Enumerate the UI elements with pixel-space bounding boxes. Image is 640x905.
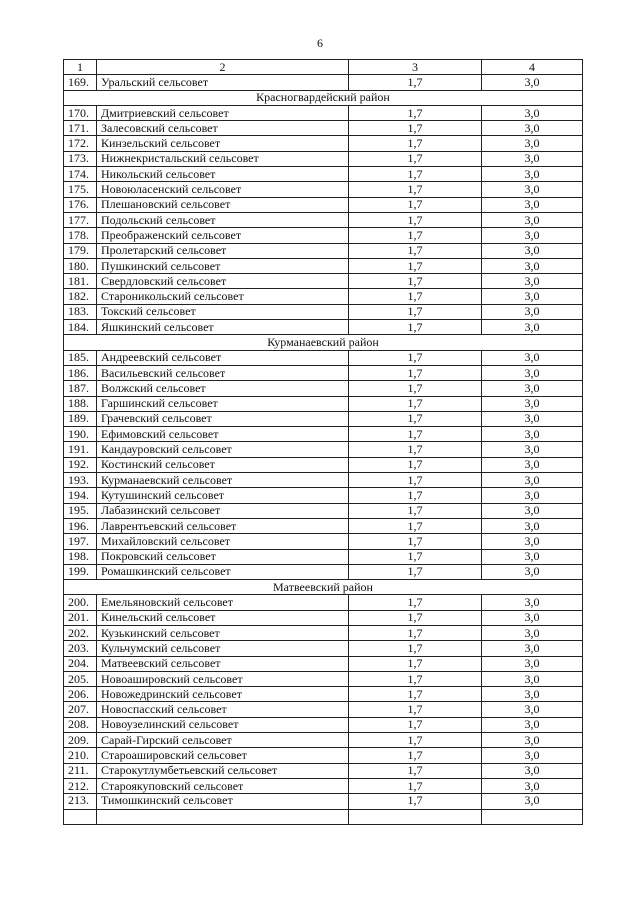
council-name-cell: Ефимовский сельсовет bbox=[97, 427, 349, 442]
row-number-cell: 204. bbox=[64, 656, 97, 671]
council-name-cell: Лаврентьевский сельсовет bbox=[97, 518, 349, 533]
council-name-cell: Залесовский сельсовет bbox=[97, 121, 349, 136]
district-header-row bbox=[64, 335, 583, 350]
column-4-value-cell: 3,0 bbox=[482, 197, 583, 212]
column-4-value-cell: 3,0 bbox=[482, 396, 583, 411]
column-4-value-cell: 3,0 bbox=[482, 534, 583, 549]
table-row bbox=[64, 733, 583, 748]
table-body bbox=[64, 75, 583, 825]
row-number-cell: 199. bbox=[64, 564, 97, 579]
council-name-cell: Гаршинский сельсовет bbox=[97, 396, 349, 411]
column-3-value-cell: 1,7 bbox=[349, 350, 482, 365]
column-4-value-cell: 3,0 bbox=[482, 105, 583, 120]
row-number-cell: 173. bbox=[64, 151, 97, 166]
table-row bbox=[64, 457, 583, 472]
table-row bbox=[64, 136, 583, 151]
column-4-value-cell: 3,0 bbox=[482, 671, 583, 686]
district-header-row bbox=[64, 580, 583, 595]
table-row bbox=[64, 427, 583, 442]
column-3-value-cell: 1,7 bbox=[349, 228, 482, 243]
row-number-cell: 178. bbox=[64, 228, 97, 243]
column-3-value-cell: 1,7 bbox=[349, 75, 482, 90]
row-number-cell: 188. bbox=[64, 396, 97, 411]
column-3-value-cell: 1,7 bbox=[349, 610, 482, 625]
row-number-cell: 209. bbox=[64, 733, 97, 748]
row-number-cell: 203. bbox=[64, 641, 97, 656]
column-3-value-cell: 1,7 bbox=[349, 733, 482, 748]
column-4-value-cell: 3,0 bbox=[482, 457, 583, 472]
column-4-value-cell: 3,0 bbox=[482, 733, 583, 748]
council-name-cell: Костинский сельсовет bbox=[97, 457, 349, 472]
district-title: Матвеевский район bbox=[64, 580, 583, 595]
table-row bbox=[64, 488, 583, 503]
column-3-value-cell: 1,7 bbox=[349, 457, 482, 472]
column-3-value-cell: 1,7 bbox=[349, 212, 482, 227]
table-row bbox=[64, 473, 583, 488]
column-3-value-cell: 1,7 bbox=[349, 549, 482, 564]
row-number-cell: 207. bbox=[64, 702, 97, 717]
row-number-cell: 211. bbox=[64, 763, 97, 778]
table-row bbox=[64, 350, 583, 365]
column-3-value-cell: 1,7 bbox=[349, 794, 482, 809]
council-name-cell: Васильевский сельсовет bbox=[97, 365, 349, 380]
row-number-cell: 213. bbox=[64, 794, 97, 809]
council-name-cell: Никольский сельсовет bbox=[97, 167, 349, 182]
column-4-value-cell: 3,0 bbox=[482, 625, 583, 640]
council-name-cell: Тимошкинский сельсовет bbox=[97, 794, 349, 809]
empty-cell bbox=[64, 809, 97, 824]
column-4-value-cell: 3,0 bbox=[482, 381, 583, 396]
table-row bbox=[64, 518, 583, 533]
district-header-row bbox=[64, 90, 583, 105]
table-row bbox=[64, 197, 583, 212]
table-row bbox=[64, 549, 583, 564]
column-4-value-cell: 3,0 bbox=[482, 518, 583, 533]
column-3-value-cell: 1,7 bbox=[349, 534, 482, 549]
table-row bbox=[64, 121, 583, 136]
council-name-cell: Уральский сельсовет bbox=[97, 75, 349, 90]
council-name-cell: Кандауровский сельсовет bbox=[97, 442, 349, 457]
row-number-cell: 198. bbox=[64, 549, 97, 564]
column-4-value-cell: 3,0 bbox=[482, 304, 583, 319]
row-number-cell: 169. bbox=[64, 75, 97, 90]
column-4-value-cell: 3,0 bbox=[482, 610, 583, 625]
column-3-value-cell: 1,7 bbox=[349, 763, 482, 778]
council-name-cell: Свердловский сельсовет bbox=[97, 274, 349, 289]
column-3-value-cell: 1,7 bbox=[349, 396, 482, 411]
row-number-cell: 194. bbox=[64, 488, 97, 503]
column-4-value-cell: 3,0 bbox=[482, 549, 583, 564]
column-3-value-cell: 1,7 bbox=[349, 717, 482, 732]
column-4-value-cell: 3,0 bbox=[482, 488, 583, 503]
table-row bbox=[64, 625, 583, 640]
table-row bbox=[64, 763, 583, 778]
column-header: 1 bbox=[64, 60, 97, 75]
column-3-value-cell: 1,7 bbox=[349, 136, 482, 151]
council-name-cell: Лабазинский сельсовет bbox=[97, 503, 349, 518]
council-name-cell: Староникольский сельсовет bbox=[97, 289, 349, 304]
row-number-cell: 179. bbox=[64, 243, 97, 258]
table-row bbox=[64, 442, 583, 457]
column-3-value-cell: 1,7 bbox=[349, 625, 482, 640]
council-name-cell: Сарай-Гирский сельсовет bbox=[97, 733, 349, 748]
row-number-cell: 184. bbox=[64, 320, 97, 335]
council-name-cell: Новоашировский сельсовет bbox=[97, 671, 349, 686]
council-name-cell: Волжский сельсовет bbox=[97, 381, 349, 396]
council-name-cell: Кинзельский сельсовет bbox=[97, 136, 349, 151]
table-row bbox=[64, 748, 583, 763]
council-name-cell: Новожедринский сельсовет bbox=[97, 687, 349, 702]
council-name-cell: Кузькинский сельсовет bbox=[97, 625, 349, 640]
empty-cell bbox=[482, 809, 583, 824]
column-4-value-cell: 3,0 bbox=[482, 641, 583, 656]
row-number-cell: 201. bbox=[64, 610, 97, 625]
row-number-cell: 182. bbox=[64, 289, 97, 304]
column-3-value-cell: 1,7 bbox=[349, 442, 482, 457]
column-4-value-cell: 3,0 bbox=[482, 411, 583, 426]
table-row bbox=[64, 794, 583, 809]
column-3-value-cell: 1,7 bbox=[349, 702, 482, 717]
council-name-cell: Староашировский сельсовет bbox=[97, 748, 349, 763]
column-3-value-cell: 1,7 bbox=[349, 258, 482, 273]
table-row bbox=[64, 610, 583, 625]
row-number-cell: 195. bbox=[64, 503, 97, 518]
council-name-cell: Кутушинский сельсовет bbox=[97, 488, 349, 503]
column-4-value-cell: 3,0 bbox=[482, 763, 583, 778]
page-number: 6 bbox=[317, 36, 323, 50]
row-number-cell: 176. bbox=[64, 197, 97, 212]
empty-cell bbox=[97, 809, 349, 824]
council-name-cell: Пушкинский сельсовет bbox=[97, 258, 349, 273]
empty-cell bbox=[349, 809, 482, 824]
table-row bbox=[64, 717, 583, 732]
row-number-cell: 205. bbox=[64, 671, 97, 686]
council-name-cell: Матвеевский сельсовет bbox=[97, 656, 349, 671]
column-3-value-cell: 1,7 bbox=[349, 151, 482, 166]
column-4-value-cell: 3,0 bbox=[482, 427, 583, 442]
row-number-cell: 196. bbox=[64, 518, 97, 533]
council-name-cell: Токский сельсовет bbox=[97, 304, 349, 319]
column-3-value-cell: 1,7 bbox=[349, 671, 482, 686]
column-3-value-cell: 1,7 bbox=[349, 503, 482, 518]
row-number-cell: 190. bbox=[64, 427, 97, 442]
council-name-cell: Староякуповский сельсовет bbox=[97, 778, 349, 793]
column-4-value-cell: 3,0 bbox=[482, 212, 583, 227]
column-3-value-cell: 1,7 bbox=[349, 197, 482, 212]
table-row bbox=[64, 702, 583, 717]
column-3-value-cell: 1,7 bbox=[349, 641, 482, 656]
row-number-cell: 192. bbox=[64, 457, 97, 472]
column-header: 2 bbox=[97, 60, 349, 75]
council-name-cell: Новоспасский сельсовет bbox=[97, 702, 349, 717]
row-number-cell: 181. bbox=[64, 274, 97, 289]
column-4-value-cell: 3,0 bbox=[482, 274, 583, 289]
column-4-value-cell: 3,0 bbox=[482, 794, 583, 809]
column-3-value-cell: 1,7 bbox=[349, 167, 482, 182]
column-4-value-cell: 3,0 bbox=[482, 136, 583, 151]
column-4-value-cell: 3,0 bbox=[482, 564, 583, 579]
council-name-cell: Старокутлумбетьевский сельсовет bbox=[97, 763, 349, 778]
row-number-cell: 187. bbox=[64, 381, 97, 396]
district-title: Красногвардейский район bbox=[64, 90, 583, 105]
council-name-cell: Подольский сельсовет bbox=[97, 212, 349, 227]
row-number-cell: 170. bbox=[64, 105, 97, 120]
allocation-table bbox=[63, 59, 583, 825]
column-4-value-cell: 3,0 bbox=[482, 365, 583, 380]
table-row bbox=[64, 289, 583, 304]
column-3-value-cell: 1,7 bbox=[349, 656, 482, 671]
row-number-cell: 186. bbox=[64, 365, 97, 380]
row-number-cell: 197. bbox=[64, 534, 97, 549]
council-name-cell: Кинельский сельсовет bbox=[97, 610, 349, 625]
table-row bbox=[64, 534, 583, 549]
column-3-value-cell: 1,7 bbox=[349, 365, 482, 380]
table-row bbox=[64, 75, 583, 90]
row-number-cell: 172. bbox=[64, 136, 97, 151]
table-row bbox=[64, 411, 583, 426]
table-row bbox=[64, 503, 583, 518]
column-3-value-cell: 1,7 bbox=[349, 748, 482, 763]
row-number-cell: 191. bbox=[64, 442, 97, 457]
council-name-cell: Курманаевский сельсовет bbox=[97, 473, 349, 488]
row-number-cell: 183. bbox=[64, 304, 97, 319]
column-4-value-cell: 3,0 bbox=[482, 167, 583, 182]
column-3-value-cell: 1,7 bbox=[349, 289, 482, 304]
council-name-cell: Ромашкинский сельсовет bbox=[97, 564, 349, 579]
column-3-value-cell: 1,7 bbox=[349, 411, 482, 426]
council-name-cell: Яшкинский сельсовет bbox=[97, 320, 349, 335]
row-number-cell: 212. bbox=[64, 778, 97, 793]
column-header: 4 bbox=[482, 60, 583, 75]
column-3-value-cell: 1,7 bbox=[349, 182, 482, 197]
column-3-value-cell: 1,7 bbox=[349, 243, 482, 258]
council-name-cell: Грачевский сельсовет bbox=[97, 411, 349, 426]
column-3-value-cell: 1,7 bbox=[349, 427, 482, 442]
table-row bbox=[64, 258, 583, 273]
column-4-value-cell: 3,0 bbox=[482, 656, 583, 671]
column-4-value-cell: 3,0 bbox=[482, 442, 583, 457]
table-row bbox=[64, 151, 583, 166]
table-row bbox=[64, 595, 583, 610]
table-row bbox=[64, 778, 583, 793]
column-3-value-cell: 1,7 bbox=[349, 381, 482, 396]
column-4-value-cell: 3,0 bbox=[482, 228, 583, 243]
council-name-cell: Емельяновский сельсовет bbox=[97, 595, 349, 610]
column-3-value-cell: 1,7 bbox=[349, 488, 482, 503]
table-row bbox=[64, 304, 583, 319]
column-4-value-cell: 3,0 bbox=[482, 717, 583, 732]
row-number-cell: 193. bbox=[64, 473, 97, 488]
row-number-cell: 208. bbox=[64, 717, 97, 732]
column-3-value-cell: 1,7 bbox=[349, 778, 482, 793]
council-name-cell: Плешановский сельсовет bbox=[97, 197, 349, 212]
row-number-cell: 180. bbox=[64, 258, 97, 273]
row-number-cell: 174. bbox=[64, 167, 97, 182]
column-4-value-cell: 3,0 bbox=[482, 121, 583, 136]
council-name-cell: Михайловский сельсовет bbox=[97, 534, 349, 549]
row-number-cell: 189. bbox=[64, 411, 97, 426]
column-4-value-cell: 3,0 bbox=[482, 778, 583, 793]
row-number-cell: 210. bbox=[64, 748, 97, 763]
table-row bbox=[64, 396, 583, 411]
table-row bbox=[64, 243, 583, 258]
column-4-value-cell: 3,0 bbox=[482, 748, 583, 763]
table-row bbox=[64, 167, 583, 182]
column-3-value-cell: 1,7 bbox=[349, 473, 482, 488]
table-row bbox=[64, 365, 583, 380]
row-number-cell: 175. bbox=[64, 182, 97, 197]
column-3-value-cell: 1,7 bbox=[349, 274, 482, 289]
table-row bbox=[64, 105, 583, 120]
council-name-cell: Преображенский сельсовет bbox=[97, 228, 349, 243]
row-number-cell: 177. bbox=[64, 212, 97, 227]
column-4-value-cell: 3,0 bbox=[482, 243, 583, 258]
column-3-value-cell: 1,7 bbox=[349, 304, 482, 319]
table-row bbox=[64, 656, 583, 671]
table-row bbox=[64, 564, 583, 579]
column-4-value-cell: 3,0 bbox=[482, 151, 583, 166]
column-3-value-cell: 1,7 bbox=[349, 595, 482, 610]
council-name-cell: Новоюласенский сельсовет bbox=[97, 182, 349, 197]
row-number-cell: 206. bbox=[64, 687, 97, 702]
column-3-value-cell: 1,7 bbox=[349, 105, 482, 120]
table-row bbox=[64, 687, 583, 702]
column-4-value-cell: 3,0 bbox=[482, 320, 583, 335]
council-name-cell: Новоузелинский сельсовет bbox=[97, 717, 349, 732]
council-name-cell: Дмитриевский сельсовет bbox=[97, 105, 349, 120]
column-4-value-cell: 3,0 bbox=[482, 595, 583, 610]
table-row bbox=[64, 641, 583, 656]
row-number-cell: 202. bbox=[64, 625, 97, 640]
column-4-value-cell: 3,0 bbox=[482, 473, 583, 488]
column-4-value-cell: 3,0 bbox=[482, 702, 583, 717]
column-4-value-cell: 3,0 bbox=[482, 350, 583, 365]
row-number-cell: 200. bbox=[64, 595, 97, 610]
council-name-cell: Кульчумский сельсовет bbox=[97, 641, 349, 656]
column-4-value-cell: 3,0 bbox=[482, 75, 583, 90]
council-name-cell: Нижнекристальский сельсовет bbox=[97, 151, 349, 166]
council-name-cell: Покровский сельсовет bbox=[97, 549, 349, 564]
column-3-value-cell: 1,7 bbox=[349, 518, 482, 533]
column-4-value-cell: 3,0 bbox=[482, 258, 583, 273]
council-name-cell: Пролетарский сельсовет bbox=[97, 243, 349, 258]
column-4-value-cell: 3,0 bbox=[482, 687, 583, 702]
column-4-value-cell: 3,0 bbox=[482, 503, 583, 518]
table-header-row bbox=[64, 60, 583, 75]
row-number-cell: 185. bbox=[64, 350, 97, 365]
row-number-cell: 171. bbox=[64, 121, 97, 136]
column-4-value-cell: 3,0 bbox=[482, 289, 583, 304]
district-title: Курманаевский район bbox=[64, 335, 583, 350]
table-row bbox=[64, 182, 583, 197]
column-3-value-cell: 1,7 bbox=[349, 121, 482, 136]
column-3-value-cell: 1,7 bbox=[349, 320, 482, 335]
table-row bbox=[64, 671, 583, 686]
table-row bbox=[64, 381, 583, 396]
empty-table-row bbox=[64, 809, 583, 824]
column-3-value-cell: 1,7 bbox=[349, 687, 482, 702]
column-3-value-cell: 1,7 bbox=[349, 564, 482, 579]
column-header: 3 bbox=[349, 60, 482, 75]
table-row bbox=[64, 212, 583, 227]
table-row bbox=[64, 228, 583, 243]
table-row bbox=[64, 274, 583, 289]
column-4-value-cell: 3,0 bbox=[482, 182, 583, 197]
council-name-cell: Андреевский сельсовет bbox=[97, 350, 349, 365]
table-row bbox=[64, 320, 583, 335]
